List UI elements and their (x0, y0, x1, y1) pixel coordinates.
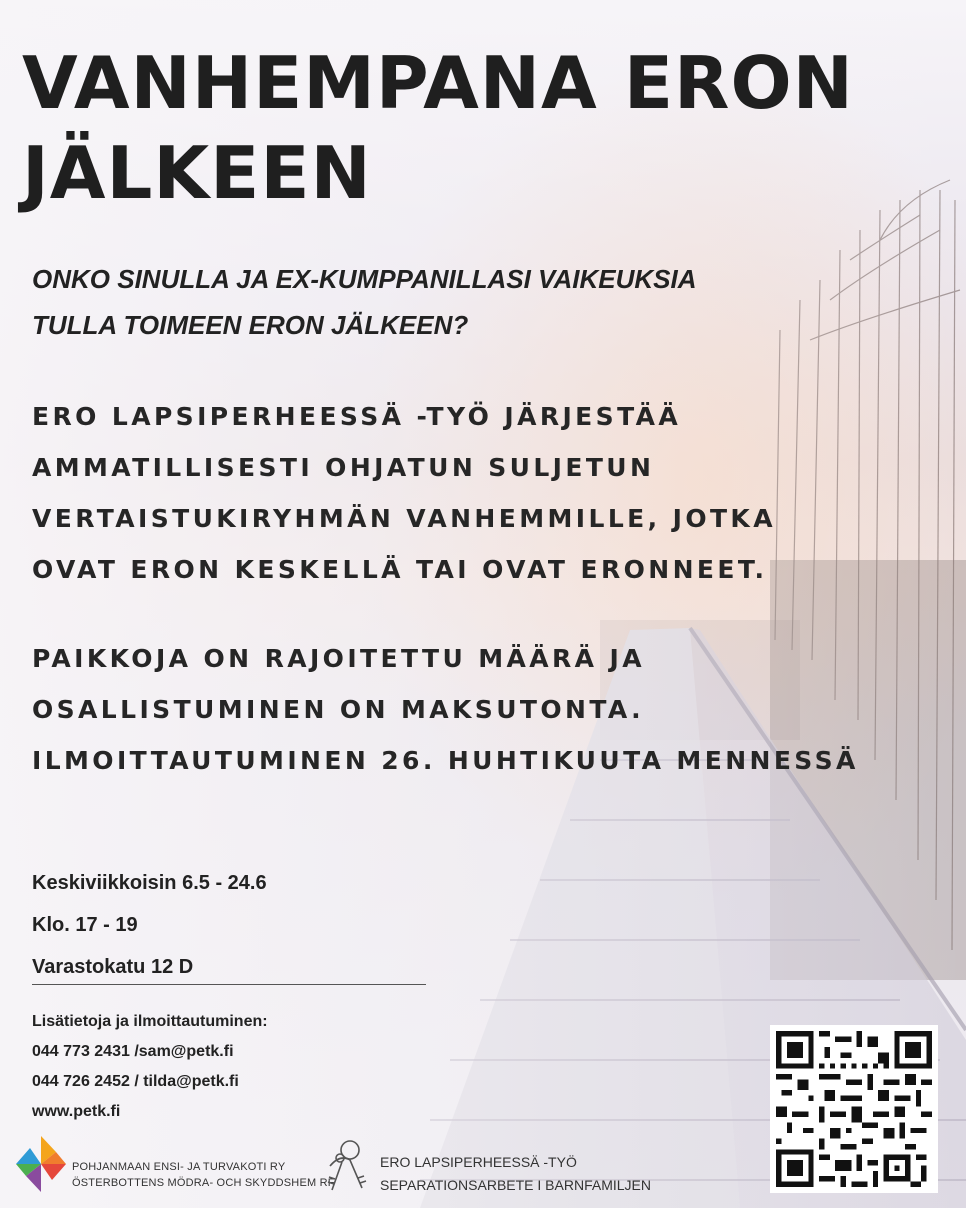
program-name-sv: SEPARATIONSARBETE I BARNFAMILJEN (380, 1177, 651, 1193)
event-details (32, 862, 267, 988)
keys-icon (322, 1136, 378, 1194)
program-name-fi: ERO LAPSIPERHEESSÄ -TYÖ (380, 1154, 577, 1170)
description-line: ERO LAPSIPERHEESSÄ -TYÖ JÄRJESTÄÄ (32, 402, 682, 431)
registration-line: PAIKKOJA ON RAJOITETTU MÄÄRÄ JA (32, 644, 645, 673)
subtitle-line-1: ONKO SINULLA JA EX-KUMPPANILLASI VAIKEUKSIA (32, 264, 697, 294)
description-paragraph (32, 391, 962, 595)
registration-line: ILMOITTAUTUMINEN 26. HUHTIKUUTA MENNESSÄ (32, 746, 859, 775)
description-line: VERTAISTUKIRYHMÄN VANHEMMILLE, JOTKA (32, 504, 776, 533)
contact-info (32, 1007, 268, 1127)
contact-phone-2: 044 726 2452 / tilda@petk.fi (32, 1073, 239, 1090)
description-line: OVAT ERON KESKELLÄ TAI OVAT ERONNEET. (32, 555, 768, 584)
event-address: Varastokatu 12 D (32, 956, 194, 978)
pinwheel-icon (14, 1134, 68, 1194)
contact-website[interactable]: www.petk.fi (32, 1103, 121, 1120)
poster-subtitle (32, 256, 832, 348)
description-line: AMMATILLISESTI OHJATUN SULJETUN (32, 453, 655, 482)
org-name-sv: ÖSTERBOTTENS MÖDRA- OCH SKYDDSHEM RF (72, 1177, 335, 1189)
divider (32, 984, 426, 985)
subtitle-line-2: TULLA TOIMEEN ERON JÄLKEEN? (32, 310, 469, 340)
org-name-fi: POHJANMAAN ENSI- JA TURVAKOTI RY (72, 1161, 286, 1173)
contact-heading: Lisätietoja ja ilmoittautuminen: (32, 1013, 268, 1030)
registration-line: OSALLISTUMINEN ON MAKSUTONTA. (32, 695, 644, 724)
contact-phone-1: 044 773 2431 /sam@petk.fi (32, 1043, 234, 1060)
event-dates: Keskiviikkoisin 6.5 - 24.6 (32, 872, 267, 894)
title-line-2: JÄLKEEN (22, 131, 372, 215)
organization-logo (14, 1134, 335, 1198)
title-line-1: VANHEMPANA ERON (22, 41, 854, 125)
registration-paragraph (32, 633, 962, 786)
program-logo (322, 1136, 682, 1200)
poster-title (22, 38, 952, 218)
event-time: Klo. 17 - 19 (32, 914, 138, 936)
qr-code-icon[interactable] (770, 1025, 938, 1193)
qr-code-pattern (776, 1031, 932, 1187)
